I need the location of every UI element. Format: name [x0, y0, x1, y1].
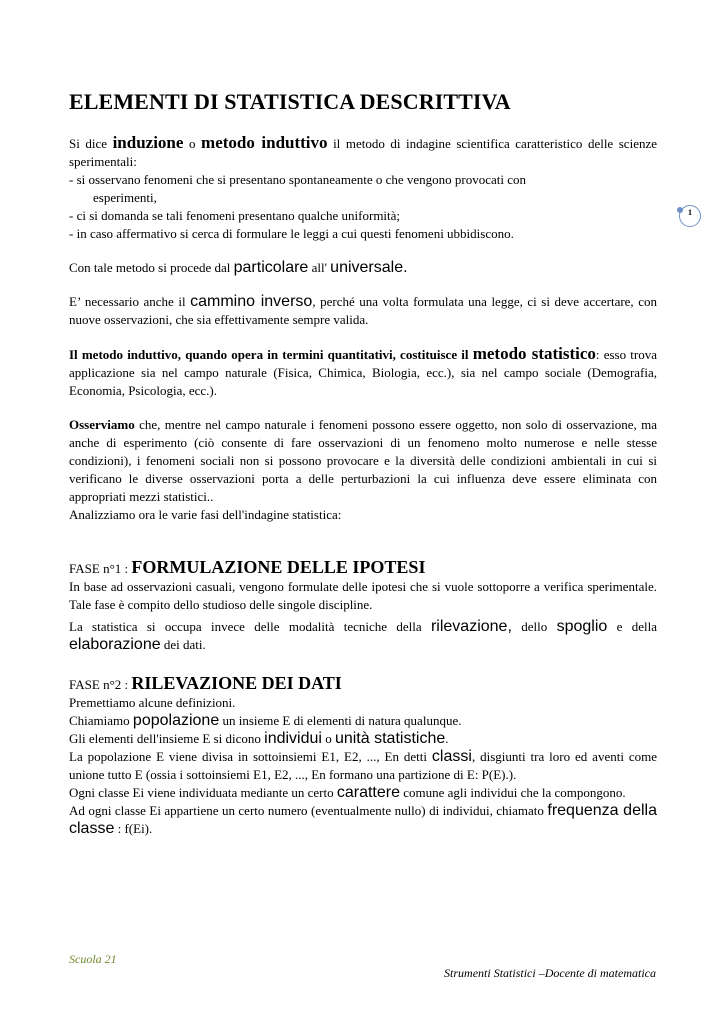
phase2-line: Premettiamo alcune definizioni. [69, 695, 236, 710]
term-classi: classi [431, 748, 472, 765]
bullet-line-cont: esperimenti, [93, 190, 157, 205]
term-cammino-inverso: cammino inverso [190, 293, 313, 310]
phase1-label: FASE n°1 : [69, 561, 132, 576]
phase2-text: un insieme E di elementi di natura qualunque. [219, 713, 462, 728]
method-paragraph [69, 259, 657, 277]
footer-course: Strumenti Statistici –Docente di matematica [444, 966, 656, 980]
term-frequenza-classe: frequenza della classe [69, 802, 657, 837]
bullet-line: - in caso affermativo si cerca di formulare le leggi a cui questi fenomeni ubbidiscono. [69, 226, 514, 241]
bullet-line: - si osservano fenomeni che si presentano spontaneamente o che vengono provocati con [69, 172, 527, 187]
bullet-line: - ci si domanda se tali fenomeni presentano qualche uniformità; [69, 208, 401, 223]
phase2-text: Gli elementi dell'insieme E si dicono [69, 731, 265, 746]
term-metodo-induttivo: metodo induttivo [201, 133, 328, 152]
term-spoglio: spoglio [556, 618, 608, 635]
phase2-text: o [321, 731, 335, 746]
term-universale: universale. [330, 259, 408, 276]
inverse-text: , perché una volta formulata una legge, ci si deve accertare, con nuove osservazioni, che sia effettivamente sempre valida. [69, 294, 657, 327]
intro-paragraph [69, 134, 657, 171]
phase2-text: . [445, 731, 449, 746]
phases-intro: Analizziamo ora le varie fasi dell'indagine statistica: [69, 507, 342, 522]
page-title: ELEMENTI DI STATISTICA DESCRITTIVA [69, 89, 511, 114]
term-particolare: particolare [233, 259, 309, 276]
phase2-text: : f(Ei). [114, 821, 153, 836]
phase2-text: Ogni classe Ei viene individuata mediante un certo [69, 785, 337, 800]
phase2-heading [69, 674, 657, 694]
term-induzione: induzione [112, 133, 184, 152]
term-carattere: carattere [336, 784, 400, 801]
observe-paragraph [69, 416, 657, 506]
intro-text: Si dice [69, 136, 113, 151]
page-number: 1 [688, 208, 692, 217]
observe-bold: Osserviamo [69, 417, 135, 432]
phase2-text: La popolazione E viene divisa in sottoinsiemi E1, E2, ..., En detti [69, 749, 432, 764]
statmethod-text: : esso trova applicazione sia nel campo naturale (Fisica, Chimica, Biologia, ecc.), sia nel campo sociale (Demografia, Economia, Psicologia, ecc.). [69, 347, 657, 398]
term-popolazione: popolazione [132, 712, 220, 729]
phase2-label: FASE n°2 : [69, 677, 132, 692]
intro-text: il metodo di indagine scientifica caratteristico delle scienze sperimentali: [69, 136, 657, 169]
page-number-badge [679, 205, 701, 227]
observe-text: che, mentre nel campo naturale i fenomeni possono essere oggetto, non solo di osservazione, ma anche di esperimento (ciò consente di fare osservazioni di un fenomeno molto numerose e nelle stesse condizioni), i fenomeni sociali non si possono provocare e la diversità delle condizioni ambientali in cui si verificano le diverse osservazioni porta a delle perturbazioni la cui influenza deve essere eliminata con appropriati mezzi statistici.. [69, 417, 657, 504]
phase1-paragraph2 [69, 618, 657, 654]
inverse-paragraph [69, 293, 657, 329]
method-text: all' [308, 260, 331, 275]
phase1-text: La statistica si occupa invece delle modalità tecniche della [69, 619, 431, 634]
method-text: Con tale metodo si procede dal [69, 260, 234, 275]
term-metodo-statistico: metodo statistico [472, 344, 596, 363]
statmethod-bold: Il metodo induttivo, quando opera in termini quantitativi, costituisce il [69, 347, 473, 362]
phase1-text: dei dati. [160, 637, 206, 652]
phase2-line [69, 748, 657, 784]
phase2-line [69, 730, 657, 748]
phase2-line [69, 712, 657, 730]
footer-school: Scuola 21 [69, 952, 117, 966]
phase2-line [69, 802, 657, 838]
term-individui: individui [264, 730, 322, 747]
phase1-text: e della [607, 619, 657, 634]
phase2-text: comune agli individui che la compongono. [400, 785, 626, 800]
term-unita-statistiche: unità statistiche [334, 730, 446, 747]
phase1-paragraph: In base ad osservazioni casuali, vengono formulate delle ipotesi che si vuole sottoporre a verifica sperimentale. Tale fase è compito dello studioso delle singole discipline. [69, 579, 657, 612]
phase2-text: Ad ogni classe Ei appartiene un certo numero (eventualmente nullo) di individui, chiamato [69, 803, 548, 818]
intro-text: o [183, 136, 202, 151]
phase2-title: RILEVAZIONE DEI DATI [131, 673, 342, 693]
phase2-line [69, 784, 657, 802]
term-elaborazione: elaborazione [69, 636, 161, 653]
term-rilevazione: rilevazione, [430, 618, 512, 635]
statistical-method-paragraph [69, 345, 657, 400]
phase1-heading [69, 558, 657, 578]
inverse-text: E’ necessario anche il [69, 294, 191, 309]
phase1-title: FORMULAZIONE DELLE IPOTESI [131, 557, 426, 577]
phase1-text: dello [511, 619, 557, 634]
phase2-text: Chiamiamo [69, 713, 133, 728]
document-body [69, 88, 657, 838]
phase2-text: , disgiunti tra loro ed aventi come unione tutto E (ossia i sottoinsiemi E1, E2, ..., En formano una partizione di E: P(E).). [69, 749, 657, 782]
